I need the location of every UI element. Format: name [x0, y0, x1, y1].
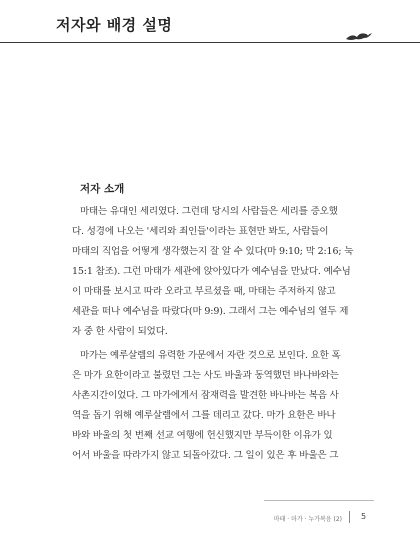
page-number: 5 [361, 512, 367, 521]
paragraph-line: 마가는 예루살렘의 유력한 가문에서 자란 것으로 보인다. 요한 혹 [80, 350, 341, 361]
paragraph-line: 자 중 한 사람이 되었다. [72, 326, 168, 337]
section-title: 저자와 배경 설명 [56, 16, 173, 34]
subheading-author-intro: 저자 소개 [80, 183, 125, 195]
paragraph-line: 어서 바울을 따라가지 않고 되돌아갔다. 그 일이 있은 후 바울은 그 [72, 450, 339, 461]
paragraph-line: 마태의 직업을 어떻게 생각했는지 잘 알 수 있다(마 9:10; 막 2:16; 눅 [72, 246, 354, 257]
paragraph-line: 마태는 유대인 세리였다. 그런데 당시의 사람들은 세리를 증오했 [80, 206, 338, 217]
footer-divider [264, 500, 374, 501]
paragraph-line: 세관을 떠나 예수님을 따랐다(마 9:9). 그래서 그는 예수님의 열두 제 [72, 306, 349, 317]
footer-separator [349, 511, 350, 523]
footer-book-title: 마태 · 마가 · 누가복음 (2) [273, 516, 342, 523]
paragraph-line: 바와 바울의 첫 번째 선교 여행에 헌신했지만 부득이한 이유가 있 [72, 430, 333, 441]
paragraph-line: 다. 성경에 나오는 '세리와 죄인들'이라는 표현만 봐도, 사람들이 [72, 226, 329, 237]
paragraph-line: 사촌지간이었다. 그 마가에게서 잠재력을 발견한 바나바는 복음 사 [72, 390, 339, 401]
paragraph-line: 은 마가 요한이라고 불렸던 그는 사도 바울과 동역했던 바나바와는 [72, 370, 339, 381]
paragraph-line: 이 마태를 보시고 따라 오라고 부르셨을 때, 마태는 주저하지 않고 [72, 286, 336, 297]
paragraph-line: 역을 돕기 위해 예루살렘에서 그를 데리고 갔다. 마가 요한은 바나 [72, 410, 336, 421]
title-divider [0, 42, 420, 43]
bird-ornament-icon [344, 30, 374, 42]
paragraph-line: 15:1 참조). 그런 마태가 세관에 앉아있다가 예수님을 만났다. 예수님 [72, 266, 351, 277]
